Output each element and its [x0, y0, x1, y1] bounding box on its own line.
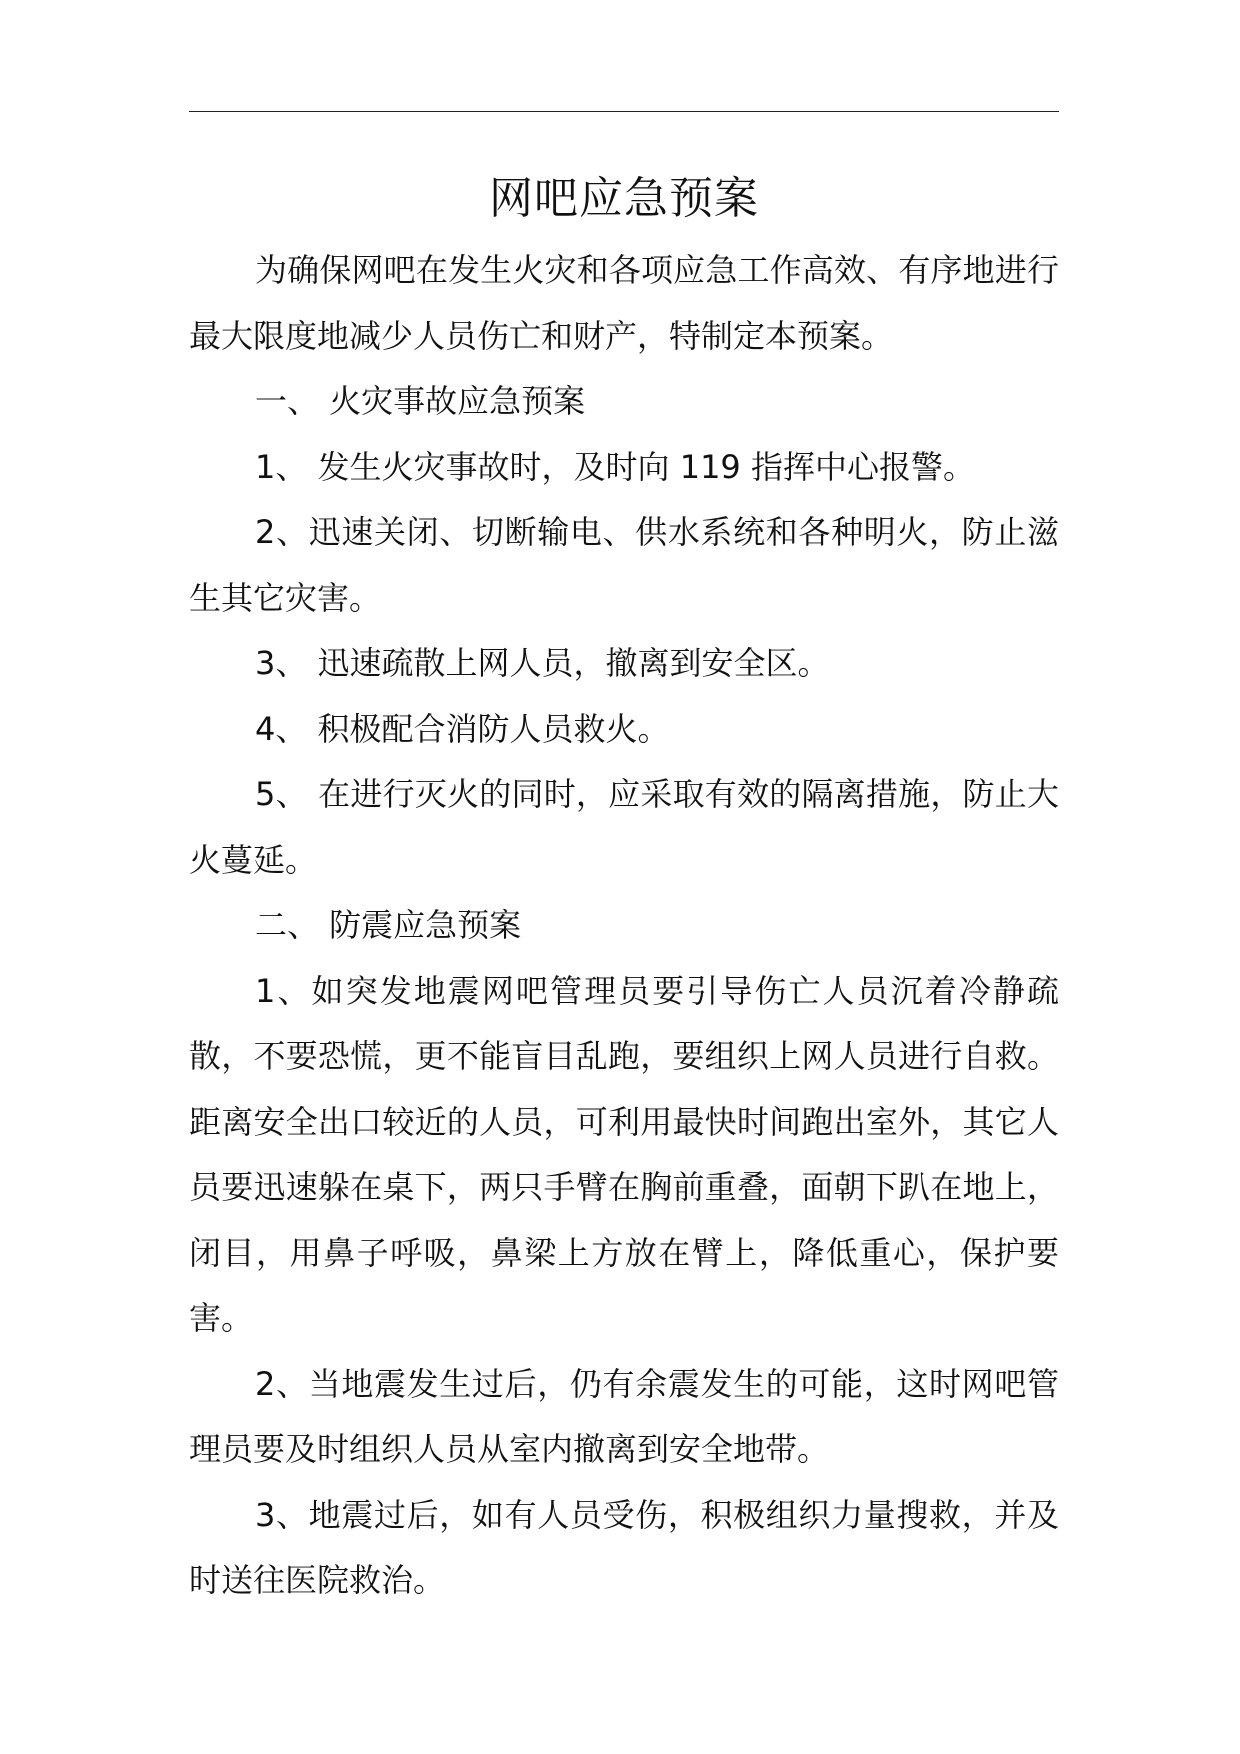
document-body	[189, 160, 1059, 1614]
earthquake-step-2: 2、当地震发生过后，仍有余震发生的可能，这时网吧管理员要及时组织人员从室内撤离到安全地带。	[189, 1364, 1059, 1468]
fire-step-4: 4、 积极配合消防人员救火。	[255, 709, 670, 748]
document-title: 网吧应急预案	[489, 173, 759, 224]
fire-step-5: 5、 在进行灭火的同时，应采取有效的隔离措施，防止大火蔓延。	[189, 775, 1059, 879]
earthquake-step-1: 1、如突发地震网吧管理员要引导伤亡人员沉着冷静疏散，不要恐慌，更不能盲目乱跑，要组织上网人员进行自救。距离安全出口较近的人员，可利用最快时间跑出室外，其它人员要迅速躲在桌下，两只手臂在胸前重叠，面朝下趴在地上，闭目，用鼻子呼吸，鼻梁上方放在臂上，降低重心，保护要害。	[189, 971, 1059, 1337]
section-heading-earthquake: 二、 防震应急预案	[255, 906, 522, 944]
earthquake-step-3: 3、地震过后，如有人员受伤，积极组织力量搜救，并及时送往医院救治。	[189, 1495, 1059, 1599]
fire-step-3: 3、 迅速疏散上网人员，撤离到安全区。	[255, 644, 830, 682]
fire-step-2: 2、迅速关闭、切断输电、供水系统和各种明火，防止滋生其它灾害。	[189, 513, 1059, 617]
section-heading-fire: 一、 火灾事故应急预案	[255, 382, 586, 420]
intro-paragraph: 为确保网吧在发生火灾和各项应急工作高效、有序地进行最大限度地减少人员伤亡和财产，特制定本预案。	[189, 251, 1059, 355]
fire-step-1: 1、 发生火灾事故时，及时向 119 指挥中心报警。	[255, 447, 975, 486]
header-rule	[189, 111, 1059, 112]
